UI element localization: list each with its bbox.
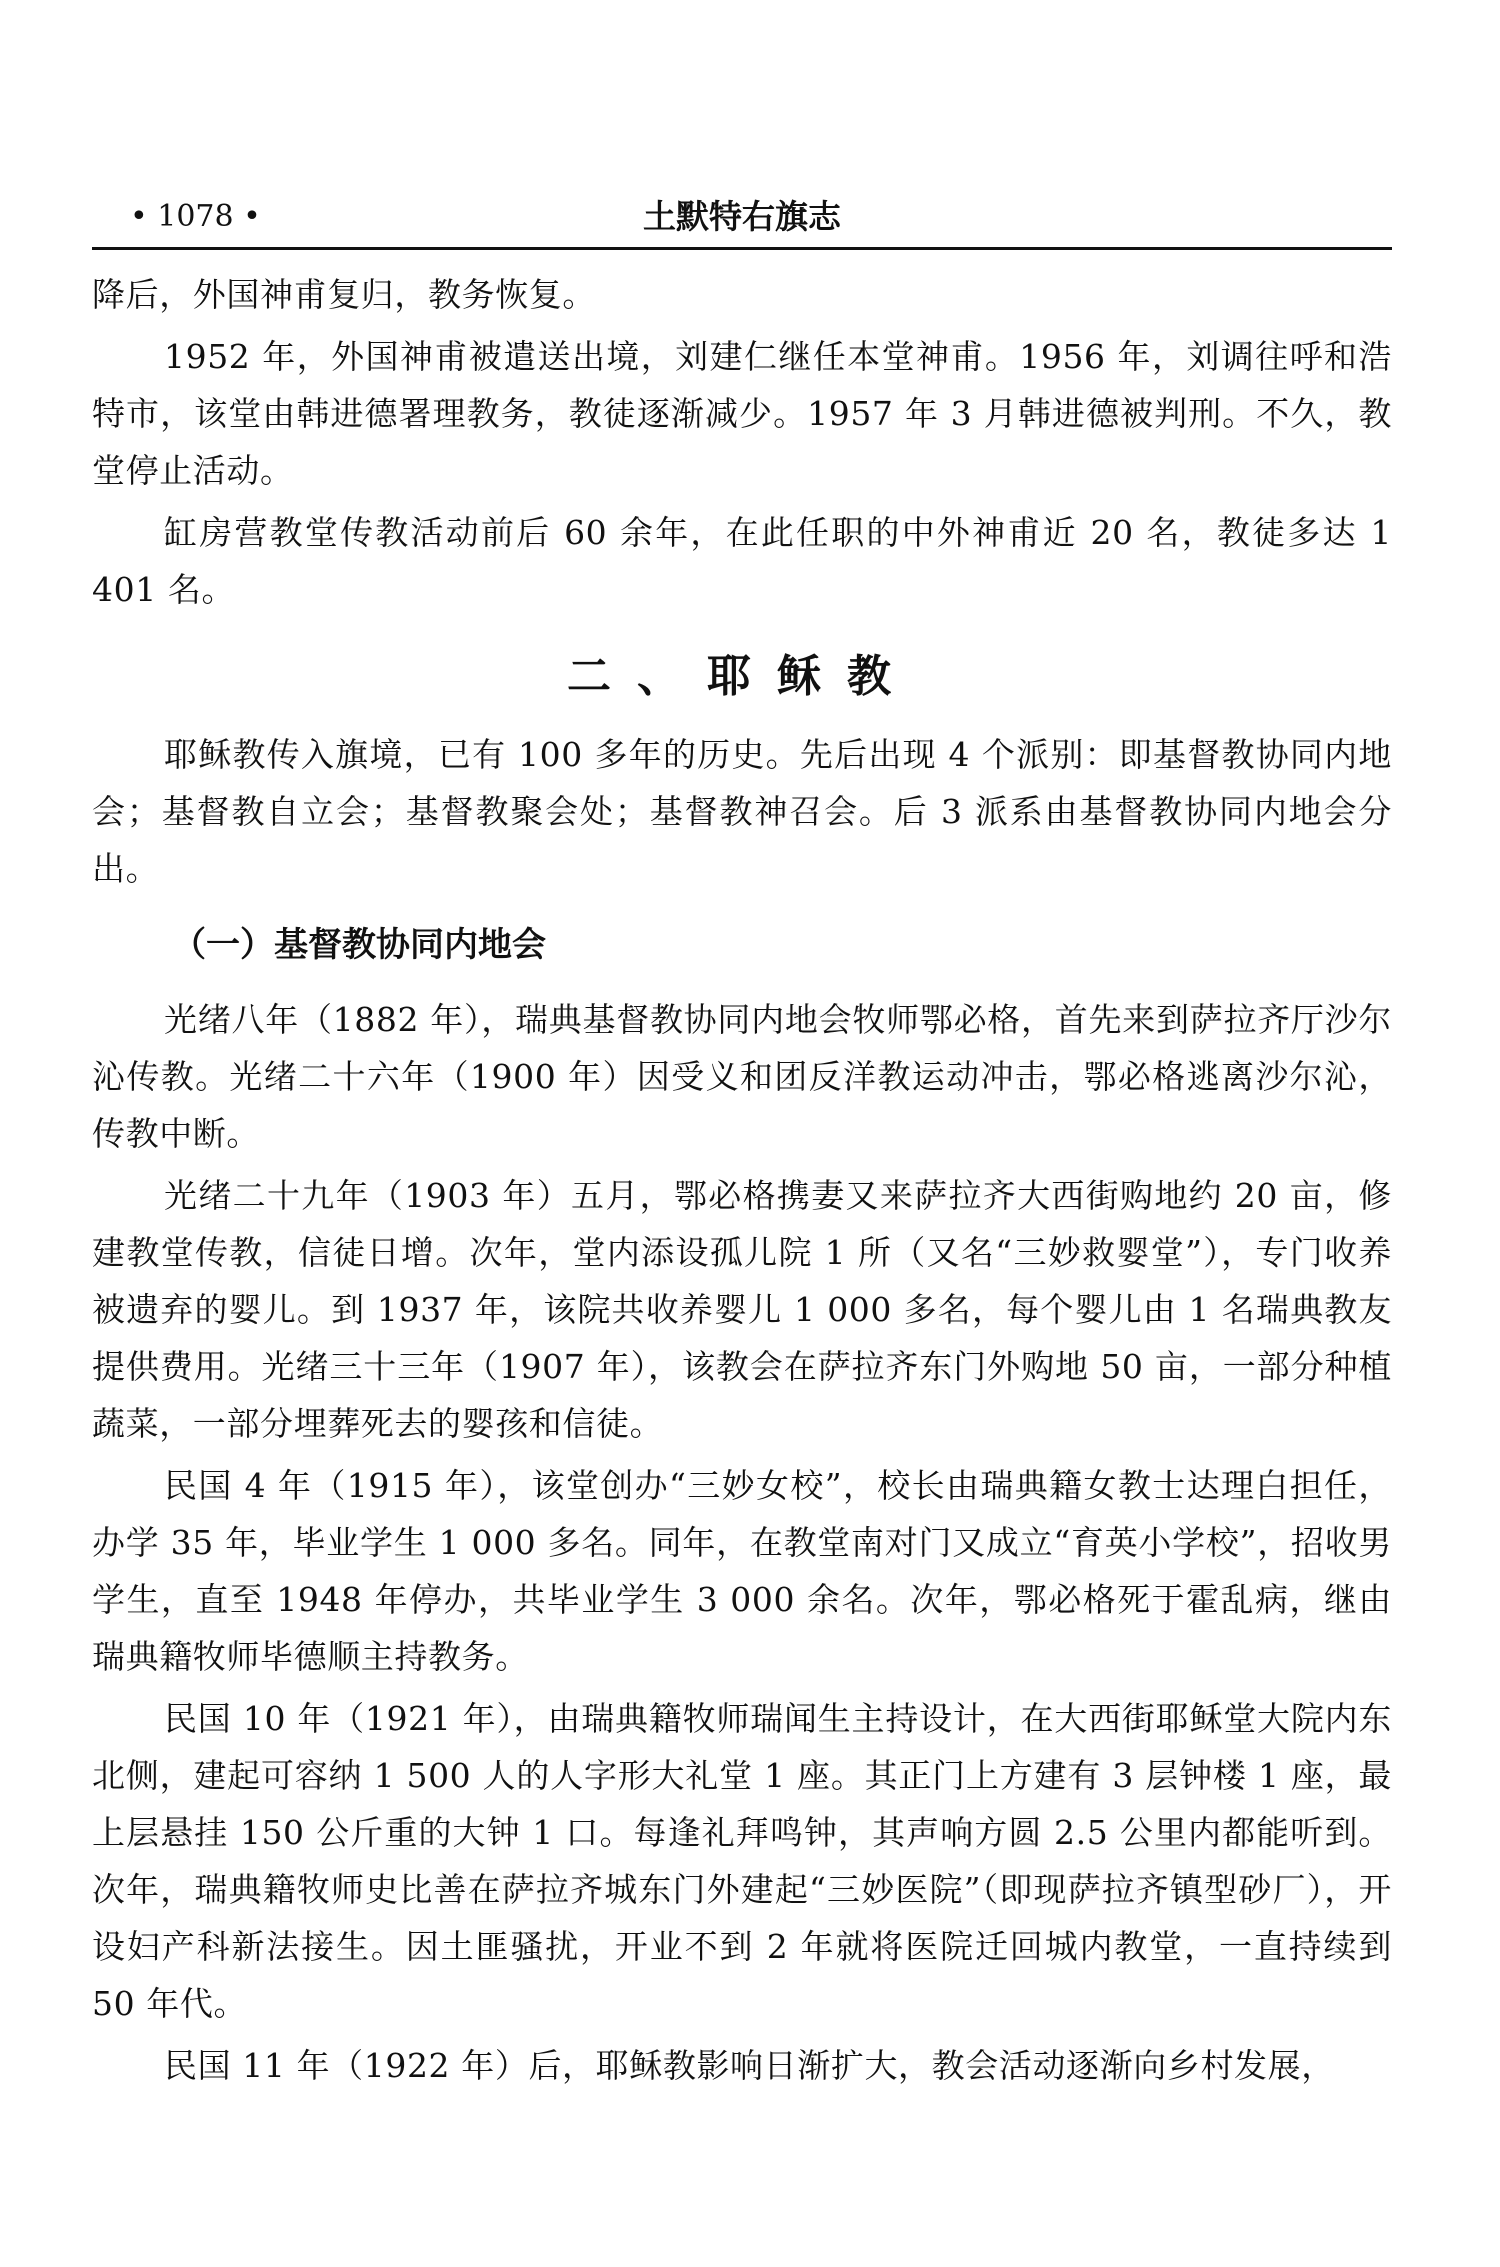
paragraph: 民国 11 年（1922 年）后，耶稣教影响日渐扩大，教会活动逐渐向乡村发展， (164, 2046, 1335, 2085)
page-header (92, 195, 1392, 250)
book-title: 土默特右旗志 (643, 197, 841, 236)
paragraph: 民国 4 年（1915 年），该堂创办“三妙女校”，校长由瑞典籍女教士达理白担任，办学 35 年，毕业学生 1 000 多名。同年，在教堂南对门又成立“育英小学校”，招收男学生，直至 1948 年停办，共毕业学生 3 000 余名。次年，鄂必格死于霍乱病，继由瑞典籍牧师毕德顺主持教务。 (92, 1466, 1392, 1676)
paragraph: 民国 10 年（1921 年），由瑞典籍牧师瑞闻生主持设计，在大西街耶稣堂大院内东北侧，建起可容纳 1 500 人的人字形大礼堂 1 座。其正门上方建有 3 层钟楼 1 座，最上层悬挂 150 公斤重的大钟 1 口。每逢礼拜鸣钟，其声响方圆 2.5 公里内都能听到。次年，瑞典籍牧师史比善在萨拉齐城东门外建起“三妙医院”（即现萨拉齐镇型砂厂），开设妇产科新法接生。因土匪骚扰，开业不到 2 年就将医院迁回城内教堂，一直持续到 50 年代。 (92, 1699, 1392, 2023)
page-number: • 1078 • (130, 199, 261, 234)
section-intro-paragraph: 耶稣教传入旗境，已有 100 多年的历史。先后出现 4 个派别：即基督教协同内地会；基督教自立会；基督教聚会处；基督教神召会。后 3 派系由基督教协同内地会分出。 (92, 735, 1392, 888)
page-body (92, 266, 1392, 2094)
book-page (92, 195, 1392, 2099)
paragraph: 光绪八年（1882 年），瑞典基督教协同内地会牧师鄂必格，首先来到萨拉齐厅沙尔沁传教。光绪二十六年（1900 年）因受义和团反洋教运动冲击，鄂必格逃离沙尔沁，传教中断。 (92, 1000, 1392, 1153)
section-title: 二、耶稣教 (567, 651, 917, 702)
paragraph: 光绪二十九年（1903 年）五月，鄂必格携妻又来萨拉齐大西街购地约 20 亩，修建教堂传教，信徒日增。次年，堂内添设孤儿院 1 所（又名“三妙救婴堂”），专门收养被遗弃的婴儿。到 1937 年，该院共收养婴儿 1 000 多名，每个婴儿由 1 名瑞典教友提供费用。光绪三十三年（1907 年），该教会在萨拉齐东门外购地 50 亩，一部分种植蔬菜，一部分埋葬死去的婴孩和信徒。 (92, 1176, 1392, 1443)
subsection-title: （一）基督教协同内地会 (172, 925, 546, 965)
paragraph: 1952 年，外国神甫被遣送出境，刘建仁继任本堂神甫。1956 年，刘调往呼和浩特市，该堂由韩进德署理教务，教徒逐渐减少。1957 年 3 月韩进德被判刑。不久，教堂停止活动。 (92, 337, 1392, 490)
paragraph-continuation: 降后，外国神甫复归，教务恢复。 (92, 275, 596, 314)
paragraph: 缸房营教堂传教活动前后 60 余年，在此任职的中外神甫近 20 名，教徒多达 1 401 名。 (92, 513, 1392, 609)
